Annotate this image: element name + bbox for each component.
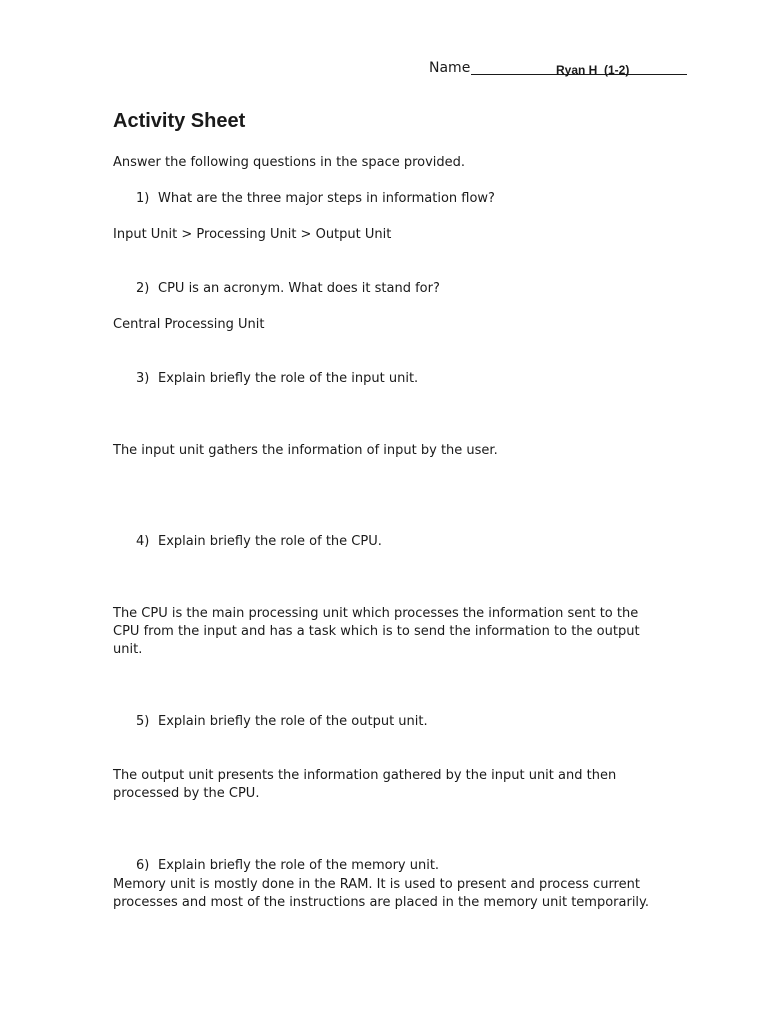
question-text: Explain briefly the role of the output unit. [158, 714, 428, 729]
question-3 [136, 370, 418, 388]
question-text: CPU is an acronym. What does it stand for? [158, 281, 440, 296]
question-number: 1) [136, 191, 150, 206]
answer-6: Memory unit is mostly done in the RAM. It is used to present and process current processes and most of the instructions are placed in the memory unit temporarily. [113, 877, 650, 910]
question-text: Explain briefly the role of the input unit. [158, 371, 419, 386]
question-2 [136, 280, 440, 298]
question-text: Explain briefly the role of the CPU. [158, 534, 382, 549]
answer-4: The CPU is the main processing unit which processes the information sent to the CPU from the input and has a task which is to send the information to the output unit. [113, 606, 640, 657]
question-number: 2) [136, 281, 150, 296]
question-text: Explain briefly the role of the memory unit. [158, 858, 440, 873]
question-number: 4) [136, 534, 150, 549]
question-text: What are the three major steps in information flow? [158, 191, 495, 206]
page-title: Activity Sheet [113, 110, 246, 132]
answer-2: Central Processing Unit [113, 317, 265, 332]
name-label: Name [429, 60, 471, 76]
question-4 [136, 533, 382, 551]
answer-1: Input Unit > Processing Unit > Output Unit [113, 227, 392, 242]
answer-5: The output unit presents the information gathered by the input unit and then processed by the CPU. [113, 768, 617, 801]
question-number: 6) [136, 858, 150, 873]
question-number: 5) [136, 714, 150, 729]
name-value: Ryan H (1-2) [556, 63, 630, 77]
question-1 [136, 190, 495, 208]
instructions: Answer the following questions in the space provided. [113, 155, 466, 170]
question-5 [136, 713, 428, 731]
question-6 [136, 857, 439, 875]
question-number: 3) [136, 371, 150, 386]
answer-3: The input unit gathers the information of input by the user. [113, 443, 498, 458]
